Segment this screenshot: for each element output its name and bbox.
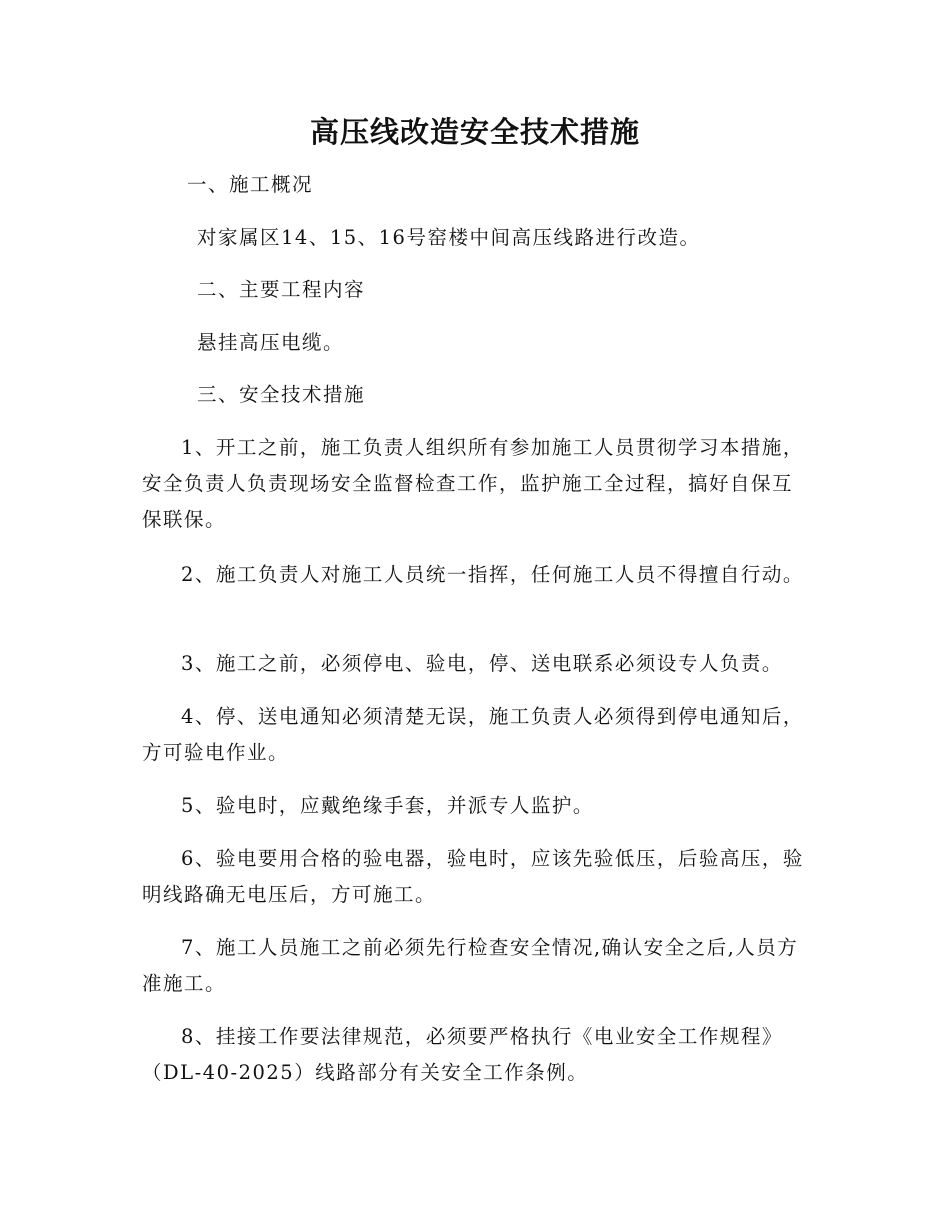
measure-item-3: 3、施工之前，必须停电、验电，停、送电联系必须设专人负责。 (181, 652, 783, 675)
measure-item-2: 2、施工负责人对施工人员统一指挥，任何施工人员不得擅自行动。 (181, 563, 804, 586)
section-1-text: 对家属区14、15、16号窑楼中间高压线路进行改造。 (197, 226, 701, 249)
measure-item-4: 4、停、送电通知必须清楚无误，施工负责人必须得到停电通知后，方可验电作业。 (142, 705, 804, 764)
measure-item-1: 1、开工之前，施工负责人组织所有参加施工人员贯彻学习本措施，安全负责人负责现场安全监督检查工作，监护施工全过程，搞好自保互保联保。 (142, 436, 804, 531)
section-2-heading: 二、主要工程内容 (197, 278, 366, 301)
measure-item-8: 8、挂接工作要法律规范，必须要严格执行《电业安全工作规程》（DL-40-2025）线路部分有关安全工作条例。 (142, 1025, 783, 1084)
section-3-heading: 三、安全技术措施 (197, 383, 366, 406)
measure-item-6: 6、验电要用合格的验电器，验电时，应该先验低压，后验高压，验明线路确无电压后，方可施工。 (142, 847, 804, 906)
section-2-text: 悬挂高压电缆。 (197, 331, 345, 354)
measure-item-5: 5、验电时，应戴绝缘手套，并派专人监护。 (181, 794, 594, 817)
document-title: 高压线改造安全技术措施 (309, 115, 640, 149)
section-1-heading: 一、施工概况 (187, 173, 314, 196)
measure-item-7: 7、施工人员施工之前必须先行检查安全情况,确认安全之后,人员方准施工。 (142, 936, 799, 995)
